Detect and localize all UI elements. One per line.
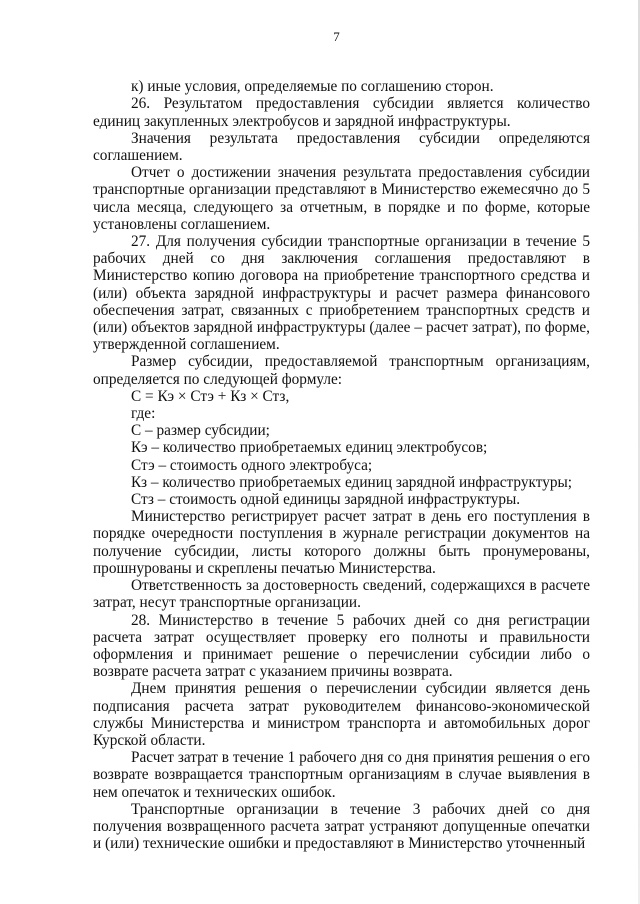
formula-where: где: <box>131 405 156 423</box>
paragraph-responsibility: Ответственность за достоверность сведений, содержащихся в расчете затрат, несут транспортные организации. <box>93 577 590 612</box>
definition-kz: Кз – количество приобретаемых единиц зарядной инфраструктуры; <box>131 473 573 491</box>
formula: С = Кэ × Стэ + Кз × Стз, <box>131 387 290 405</box>
page-number: 7 <box>333 29 340 44</box>
paragraph-27-application: 27. Для получения субсидии транспортные организации в течение 5 рабочих дней со дня заключения соглашения предоставляют в Министерство копию договора на приобретение транспортного средства и (или) объекта зарядной инфраструктуры и расчет размера финансового обеспечения затрат, связанных с приобретением транспортных средств и (или) объектов зарядной инфраструктуры (далее – расчет затрат), по форме, утвержденной соглашением. <box>93 233 590 354</box>
paragraph-28-check: 28. Министерство в течение 5 рабочих дней со дня регистрации расчета затрат осуществляет проверку его полноты и правильности оформления и принимает решение о перечислении субсидии либо о возврате расчета затрат с указанием причины возврата. <box>93 611 590 681</box>
paragraph-26-result: 26. Результатом предоставления субсидии является количество единиц закупленных электробусов и зарядной инфраструктуры. <box>93 95 590 130</box>
definition-ke: Кэ – количество приобретаемых единиц электробусов; <box>131 439 488 457</box>
paragraph-return: Расчет затрат в течение 1 рабочего дня со дня принятия решения о его возврате возвращается транспортным организациям в случае выявления в нем опечаток и технических ошибок. <box>93 749 590 801</box>
definition-stz: Стз – стоимость одной единицы зарядной инфраструктуры. <box>131 491 521 509</box>
definition-ste: Стэ – стоимость одного электробуса; <box>131 456 373 474</box>
paragraph-decision-day: Днем принятия решения о перечислении субсидии является день подписания расчета затрат руководителем финансово-экономической службы Министерства и министром транспорта и автомобильных дорог Курской области. <box>93 680 590 749</box>
paragraph-report: Отчет о достижении значения результата предоставления субсидии транспортные организации представляют в Министерство ежемесячно до 5 числа месяца, следующего за отчетным, в порядке и по форме, которые установлены соглашением. <box>93 164 590 233</box>
paragraph-corrections: Транспортные организации в течение 3 рабочих дней со дня получения возвращенного расчета затрат устраняют допущенные опечатки и (или) технические ошибки и предоставляют в Министерство уточненный <box>93 800 590 853</box>
paragraph-subsidy-size: Размер субсидии, предоставляемой транспортным организациям, определяется по следующей формуле: <box>93 353 590 388</box>
paragraph-registration: Министерство регистрирует расчет затрат в день его поступления в порядке очередности поступления в журнале регистрации документов на получение субсидии, листы которого должны быть пронумерованы, прошнурованы и скреплены печатью Министерства. <box>93 508 590 577</box>
definition-c: С – размер субсидии; <box>131 422 270 440</box>
paragraph-result-values: Значения результата предоставления субсидии определяются соглашением. <box>93 129 590 165</box>
paragraph-other-conditions: к) иные условия, определяемые по соглашению сторон. <box>131 78 494 96</box>
